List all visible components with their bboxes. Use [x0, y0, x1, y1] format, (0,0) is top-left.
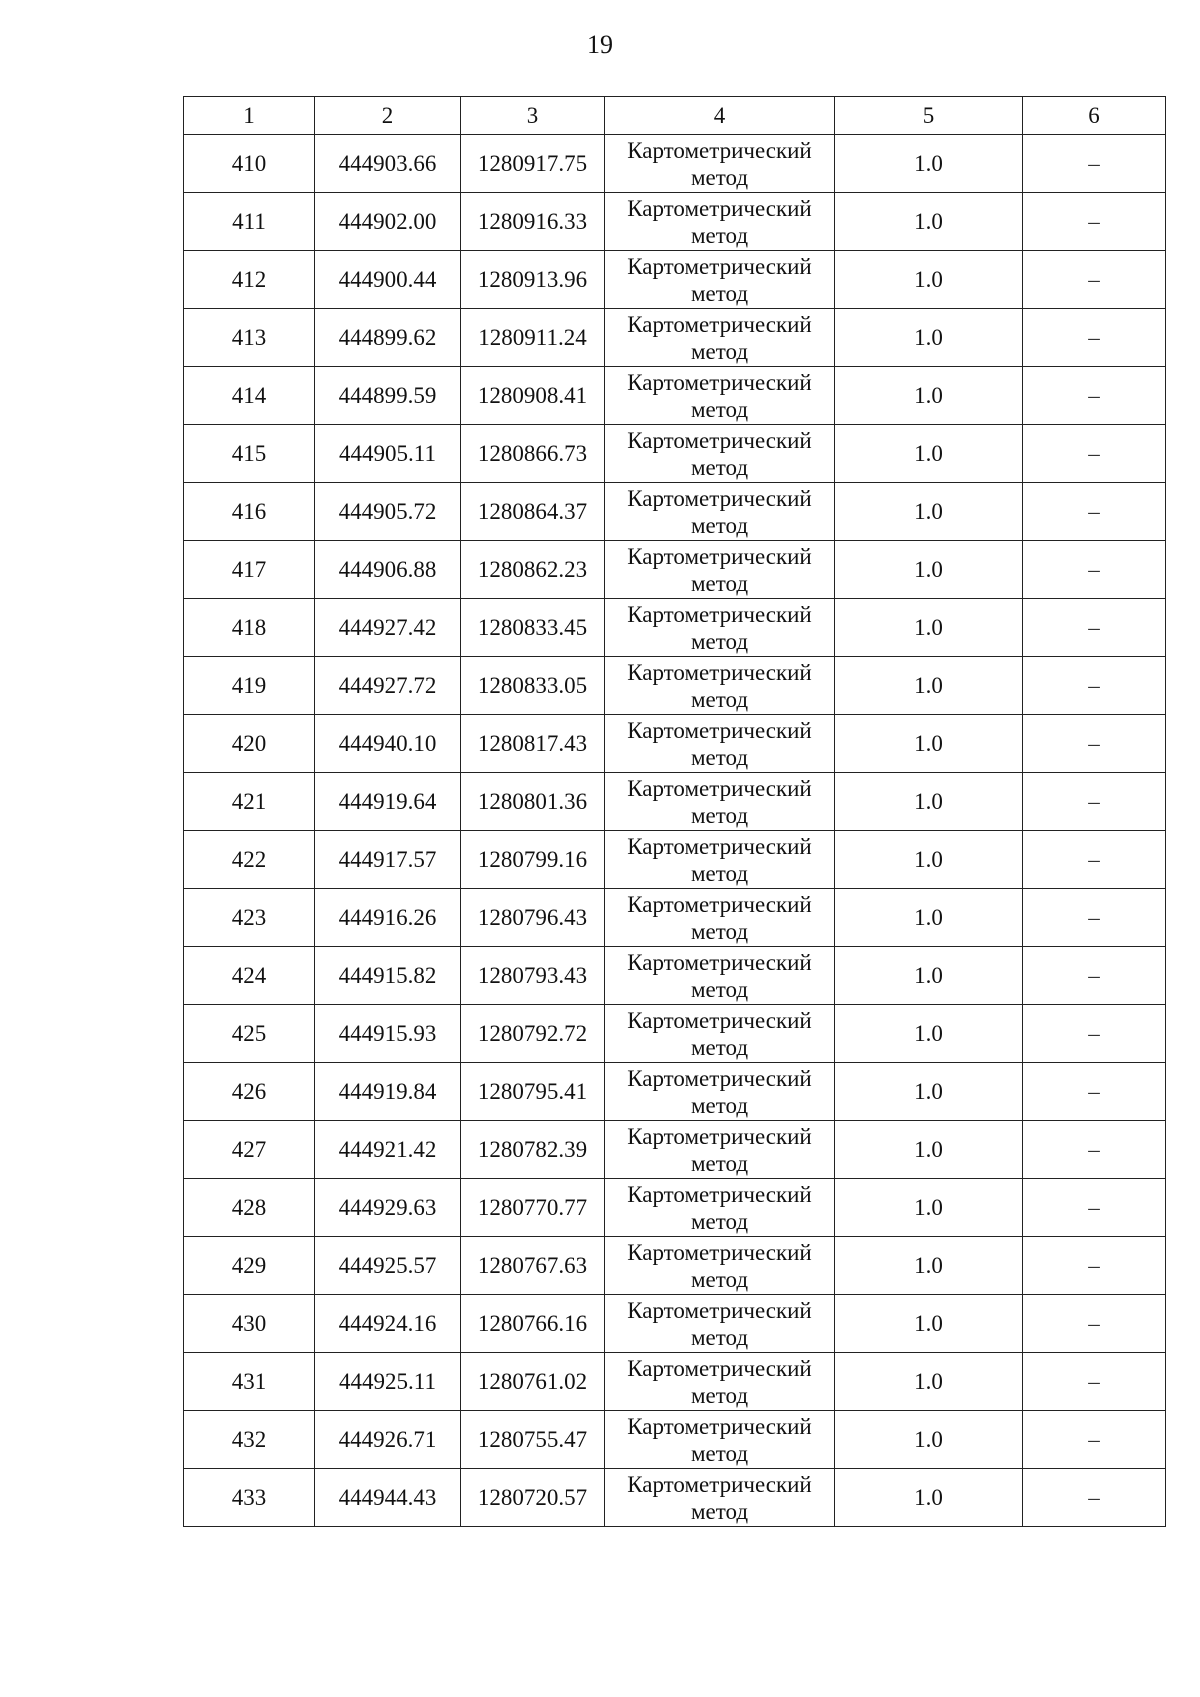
accuracy-cell: 1.0 — [835, 831, 1023, 889]
accuracy-cell: 1.0 — [835, 1353, 1023, 1411]
x-coordinate-cell: 444899.62 — [315, 309, 461, 367]
accuracy-cell: 1.0 — [835, 1237, 1023, 1295]
method-cell — [605, 135, 835, 193]
method-line-1: Картометрический — [627, 195, 812, 221]
note-cell: – — [1023, 773, 1166, 831]
point-number-cell: 430 — [184, 1295, 315, 1353]
method-line-1: Картометрический — [627, 1413, 812, 1439]
note-cell: – — [1023, 715, 1166, 773]
y-coordinate-cell: 1280770.77 — [461, 1179, 605, 1237]
x-coordinate-cell: 444924.16 — [315, 1295, 461, 1353]
method-cell — [605, 251, 835, 309]
method-line-1: Картометрический — [627, 1471, 812, 1497]
accuracy-cell: 1.0 — [835, 773, 1023, 831]
method-line-2: метод — [690, 1092, 749, 1118]
table-row — [184, 1295, 1166, 1353]
method-line-2: метод — [690, 1208, 749, 1234]
y-coordinate-cell: 1280866.73 — [461, 425, 605, 483]
method-line-1: Картометрический — [627, 137, 812, 163]
y-coordinate-cell: 1280913.96 — [461, 251, 605, 309]
x-coordinate-cell: 444919.84 — [315, 1063, 461, 1121]
table-row — [184, 483, 1166, 541]
method-line-2: метод — [690, 860, 749, 886]
method-line-1: Картометрический — [627, 601, 812, 627]
method-cell — [605, 483, 835, 541]
page-number: 19 — [587, 30, 613, 59]
method-line-1: Картометрический — [627, 1181, 812, 1207]
method-cell — [605, 541, 835, 599]
note-cell: – — [1023, 309, 1166, 367]
method-cell — [605, 425, 835, 483]
table-row — [184, 1121, 1166, 1179]
method-cell — [605, 599, 835, 657]
table-row — [184, 193, 1166, 251]
method-line-2: метод — [690, 338, 749, 364]
x-coordinate-cell: 444917.57 — [315, 831, 461, 889]
method-cell — [605, 1005, 835, 1063]
table-row — [184, 1179, 1166, 1237]
point-number-cell: 417 — [184, 541, 315, 599]
method-line-2: метод — [690, 686, 749, 712]
accuracy-cell: 1.0 — [835, 251, 1023, 309]
method-line-1: Картометрический — [627, 833, 812, 859]
y-coordinate-cell: 1280795.41 — [461, 1063, 605, 1121]
method-cell — [605, 1179, 835, 1237]
method-line-1: Картометрический — [627, 717, 812, 743]
note-cell: – — [1023, 831, 1166, 889]
x-coordinate-cell: 444921.42 — [315, 1121, 461, 1179]
point-number-cell: 428 — [184, 1179, 315, 1237]
y-coordinate-cell: 1280792.72 — [461, 1005, 605, 1063]
method-line-2: метод — [690, 512, 749, 538]
x-coordinate-cell: 444916.26 — [315, 889, 461, 947]
method-line-1: Картометрический — [627, 253, 812, 279]
point-number-cell: 425 — [184, 1005, 315, 1063]
accuracy-cell: 1.0 — [835, 309, 1023, 367]
x-coordinate-cell: 444944.43 — [315, 1469, 461, 1527]
method-line-2: метод — [690, 628, 749, 654]
note-cell: – — [1023, 367, 1166, 425]
table-row — [184, 773, 1166, 831]
accuracy-cell: 1.0 — [835, 1121, 1023, 1179]
point-number-cell: 411 — [184, 193, 315, 251]
table-body — [184, 135, 1166, 1527]
table-row — [184, 1469, 1166, 1527]
point-number-cell: 416 — [184, 483, 315, 541]
y-coordinate-cell: 1280782.39 — [461, 1121, 605, 1179]
accuracy-cell: 1.0 — [835, 425, 1023, 483]
point-number-cell: 413 — [184, 309, 315, 367]
point-number-cell: 429 — [184, 1237, 315, 1295]
x-coordinate-cell: 444900.44 — [315, 251, 461, 309]
note-cell: – — [1023, 947, 1166, 1005]
y-coordinate-cell: 1280833.45 — [461, 599, 605, 657]
table-row — [184, 715, 1166, 773]
point-number-cell: 432 — [184, 1411, 315, 1469]
table-row — [184, 1411, 1166, 1469]
method-line-1: Картометрический — [627, 311, 812, 337]
note-cell: – — [1023, 1063, 1166, 1121]
table-row — [184, 425, 1166, 483]
point-number-cell: 427 — [184, 1121, 315, 1179]
x-coordinate-cell: 444940.10 — [315, 715, 461, 773]
method-line-1: Картометрический — [627, 369, 812, 395]
point-number-cell: 422 — [184, 831, 315, 889]
method-cell — [605, 715, 835, 773]
point-number-cell: 431 — [184, 1353, 315, 1411]
accuracy-cell: 1.0 — [835, 483, 1023, 541]
table-header-row — [184, 97, 1166, 135]
point-number-cell: 424 — [184, 947, 315, 1005]
accuracy-cell: 1.0 — [835, 193, 1023, 251]
accuracy-cell: 1.0 — [835, 1411, 1023, 1469]
table-row — [184, 251, 1166, 309]
method-line-2: метод — [690, 802, 749, 828]
method-line-2: метод — [690, 918, 749, 944]
header-cell-4: 4 — [605, 97, 835, 135]
method-line-2: метод — [690, 1382, 749, 1408]
y-coordinate-cell: 1280917.75 — [461, 135, 605, 193]
note-cell: – — [1023, 193, 1166, 251]
note-cell: – — [1023, 425, 1166, 483]
method-line-1: Картометрический — [627, 543, 812, 569]
table-row — [184, 1005, 1166, 1063]
accuracy-cell: 1.0 — [835, 947, 1023, 1005]
x-coordinate-cell: 444905.72 — [315, 483, 461, 541]
note-cell: – — [1023, 1411, 1166, 1469]
note-cell: – — [1023, 1237, 1166, 1295]
x-coordinate-cell: 444915.82 — [315, 947, 461, 1005]
method-line-2: метод — [690, 1440, 749, 1466]
method-line-2: метод — [690, 164, 749, 190]
y-coordinate-cell: 1280766.16 — [461, 1295, 605, 1353]
method-line-2: метод — [690, 1498, 749, 1524]
y-coordinate-cell: 1280796.43 — [461, 889, 605, 947]
method-line-1: Картометрический — [627, 891, 812, 917]
header-cell-2: 2 — [315, 97, 461, 135]
y-coordinate-cell: 1280833.05 — [461, 657, 605, 715]
point-number-cell: 415 — [184, 425, 315, 483]
point-number-cell: 414 — [184, 367, 315, 425]
table-row — [184, 541, 1166, 599]
x-coordinate-cell: 444927.72 — [315, 657, 461, 715]
table-row — [184, 1237, 1166, 1295]
y-coordinate-cell: 1280862.23 — [461, 541, 605, 599]
method-cell — [605, 1469, 835, 1527]
method-line-1: Картометрический — [627, 1297, 812, 1323]
x-coordinate-cell: 444903.66 — [315, 135, 461, 193]
accuracy-cell: 1.0 — [835, 1063, 1023, 1121]
y-coordinate-cell: 1280864.37 — [461, 483, 605, 541]
method-cell — [605, 193, 835, 251]
method-cell — [605, 1353, 835, 1411]
method-cell — [605, 1063, 835, 1121]
method-line-2: метод — [690, 1034, 749, 1060]
method-cell — [605, 309, 835, 367]
method-line-1: Картометрический — [627, 1239, 812, 1265]
accuracy-cell: 1.0 — [835, 1005, 1023, 1063]
note-cell: – — [1023, 251, 1166, 309]
table-row — [184, 657, 1166, 715]
note-cell: – — [1023, 657, 1166, 715]
note-cell: – — [1023, 889, 1166, 947]
header-cell-6: 6 — [1023, 97, 1166, 135]
note-cell: – — [1023, 1121, 1166, 1179]
method-line-2: метод — [690, 570, 749, 596]
accuracy-cell: 1.0 — [835, 1469, 1023, 1527]
point-number-cell: 421 — [184, 773, 315, 831]
note-cell: – — [1023, 1295, 1166, 1353]
method-cell — [605, 773, 835, 831]
y-coordinate-cell: 1280755.47 — [461, 1411, 605, 1469]
note-cell: – — [1023, 135, 1166, 193]
x-coordinate-cell: 444919.64 — [315, 773, 461, 831]
accuracy-cell: 1.0 — [835, 1179, 1023, 1237]
point-number-cell: 433 — [184, 1469, 315, 1527]
accuracy-cell: 1.0 — [835, 541, 1023, 599]
note-cell: – — [1023, 599, 1166, 657]
coordinates-table — [183, 96, 1166, 1527]
method-line-2: метод — [690, 1266, 749, 1292]
method-cell — [605, 889, 835, 947]
method-line-1: Картометрический — [627, 1123, 812, 1149]
method-line-2: метод — [690, 1150, 749, 1176]
accuracy-cell: 1.0 — [835, 1295, 1023, 1353]
y-coordinate-cell: 1280916.33 — [461, 193, 605, 251]
accuracy-cell: 1.0 — [835, 657, 1023, 715]
table-row — [184, 1063, 1166, 1121]
point-number-cell: 418 — [184, 599, 315, 657]
note-cell: – — [1023, 1469, 1166, 1527]
header-cell-3: 3 — [461, 97, 605, 135]
accuracy-cell: 1.0 — [835, 889, 1023, 947]
point-number-cell: 412 — [184, 251, 315, 309]
table-row — [184, 831, 1166, 889]
method-cell — [605, 1237, 835, 1295]
point-number-cell: 423 — [184, 889, 315, 947]
note-cell: – — [1023, 541, 1166, 599]
table-row — [184, 135, 1166, 193]
y-coordinate-cell: 1280761.02 — [461, 1353, 605, 1411]
method-line-1: Картометрический — [627, 1355, 812, 1381]
table-row — [184, 309, 1166, 367]
accuracy-cell: 1.0 — [835, 367, 1023, 425]
y-coordinate-cell: 1280801.36 — [461, 773, 605, 831]
accuracy-cell: 1.0 — [835, 715, 1023, 773]
accuracy-cell: 1.0 — [835, 599, 1023, 657]
header-cell-1: 1 — [184, 97, 315, 135]
method-line-2: метод — [690, 396, 749, 422]
method-line-1: Картометрический — [627, 775, 812, 801]
header-cell-5: 5 — [835, 97, 1023, 135]
table-row — [184, 889, 1166, 947]
table-row — [184, 1353, 1166, 1411]
table-row — [184, 599, 1166, 657]
method-line-1: Картометрический — [627, 427, 812, 453]
x-coordinate-cell: 444925.11 — [315, 1353, 461, 1411]
x-coordinate-cell: 444925.57 — [315, 1237, 461, 1295]
point-number-cell: 426 — [184, 1063, 315, 1121]
note-cell: – — [1023, 483, 1166, 541]
method-cell — [605, 1121, 835, 1179]
method-line-1: Картометрический — [627, 1065, 812, 1091]
table-row — [184, 947, 1166, 1005]
x-coordinate-cell: 444906.88 — [315, 541, 461, 599]
note-cell: – — [1023, 1005, 1166, 1063]
x-coordinate-cell: 444905.11 — [315, 425, 461, 483]
note-cell: – — [1023, 1353, 1166, 1411]
x-coordinate-cell: 444899.59 — [315, 367, 461, 425]
accuracy-cell: 1.0 — [835, 135, 1023, 193]
y-coordinate-cell: 1280817.43 — [461, 715, 605, 773]
method-cell — [605, 1295, 835, 1353]
y-coordinate-cell: 1280767.63 — [461, 1237, 605, 1295]
method-line-2: метод — [690, 976, 749, 1002]
point-number-cell: 410 — [184, 135, 315, 193]
y-coordinate-cell: 1280911.24 — [461, 309, 605, 367]
y-coordinate-cell: 1280793.43 — [461, 947, 605, 1005]
method-cell — [605, 1411, 835, 1469]
point-number-cell: 420 — [184, 715, 315, 773]
x-coordinate-cell: 444915.93 — [315, 1005, 461, 1063]
method-line-2: метод — [690, 454, 749, 480]
y-coordinate-cell: 1280908.41 — [461, 367, 605, 425]
method-line-2: метод — [690, 280, 749, 306]
method-line-1: Картометрический — [627, 485, 812, 511]
method-line-1: Картометрический — [627, 1007, 812, 1033]
note-cell: – — [1023, 1179, 1166, 1237]
y-coordinate-cell: 1280720.57 — [461, 1469, 605, 1527]
method-line-1: Картометрический — [627, 659, 812, 685]
method-cell — [605, 831, 835, 889]
x-coordinate-cell: 444927.42 — [315, 599, 461, 657]
table-row — [184, 367, 1166, 425]
method-line-1: Картометрический — [627, 949, 812, 975]
x-coordinate-cell: 444902.00 — [315, 193, 461, 251]
method-cell — [605, 657, 835, 715]
method-cell — [605, 947, 835, 1005]
method-line-2: метод — [690, 1324, 749, 1350]
method-cell — [605, 367, 835, 425]
method-line-2: метод — [690, 222, 749, 248]
x-coordinate-cell: 444929.63 — [315, 1179, 461, 1237]
method-line-2: метод — [690, 744, 749, 770]
x-coordinate-cell: 444926.71 — [315, 1411, 461, 1469]
point-number-cell: 419 — [184, 657, 315, 715]
y-coordinate-cell: 1280799.16 — [461, 831, 605, 889]
